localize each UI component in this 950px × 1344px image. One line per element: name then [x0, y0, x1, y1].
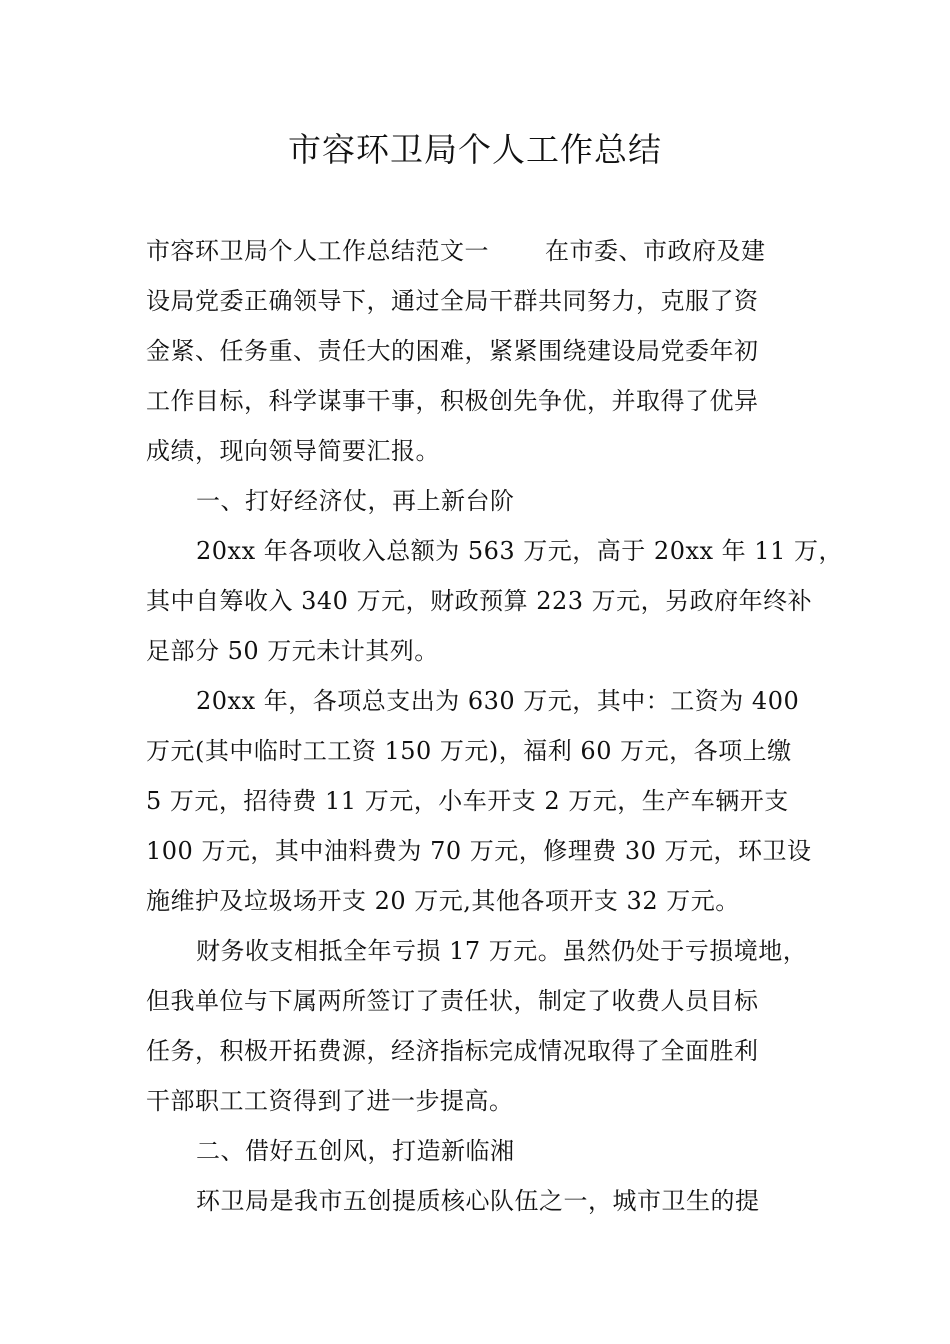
paragraph-line: 20xx 年各项收入总额为 563 万元，高于 20xx 年 11 万，: [196, 537, 843, 565]
paragraph-line: 万元(其中临时工工资 150 万元)，福利 60 万元，各项上缴: [146, 737, 792, 765]
paragraph-line: 成绩，现向领导简要汇报。: [146, 437, 440, 465]
paragraph-line: 足部分 50 万元未计其列。: [146, 637, 439, 665]
paragraph-line: 工作目标，科学谋事干事，积极创先争优，并取得了优异: [146, 387, 759, 415]
paragraph-line: 其中自筹收入 340 万元，财政预算 223 万元，另政府年终补: [146, 587, 813, 615]
paragraph-line: 施维护及垃圾场开支 20 万元,其他各项开支 32 万元。: [146, 887, 740, 915]
section-heading: 二、借好五创风，打造新临湘: [196, 1137, 515, 1165]
paragraph-line: 任务，积极开拓费源，经济指标完成情况取得了全面胜利: [146, 1037, 759, 1065]
document-title: 市容环卫局个人工作总结: [288, 130, 662, 169]
document-body: [146, 226, 843, 1226]
paragraph-line: [146, 226, 808, 276]
paragraph-line: 干部职工工资得到了进一步提高。: [146, 1087, 514, 1115]
paragraph-line: 100 万元，其中油料费为 70 万元，修理费 30 万元，环卫设: [146, 837, 812, 865]
line-text: 在市委、市政府及建: [545, 237, 766, 265]
paragraph-line: 财务收支相抵全年亏损 17 万元。虽然仍处于亏损境地，: [196, 937, 808, 965]
paragraph-line: 设局党委正确领导下，通过全局干群共同努力，克服了资: [146, 287, 759, 315]
paragraph-line: 5 万元，招待费 11 万元，小车开支 2 万元，生产车辆开支: [146, 787, 789, 815]
paragraph-line: 但我单位与下属两所签订了责任状，制定了收费人员目标: [146, 987, 759, 1015]
section-heading: 一、打好经济仗，再上新台阶: [196, 487, 515, 515]
paragraph-line: 金紧、任务重、责任大的困难，紧紧围绕建设局党委年初: [146, 337, 759, 365]
paragraph-line: 20xx 年，各项总支出为 630 万元，其中：工资为 400: [196, 687, 800, 715]
subtitle-text: 市容环卫局个人工作总结范文一: [146, 237, 489, 265]
paragraph-line: 环卫局是我市五创提质核心队伍之一，城市卫生的提: [196, 1187, 760, 1215]
